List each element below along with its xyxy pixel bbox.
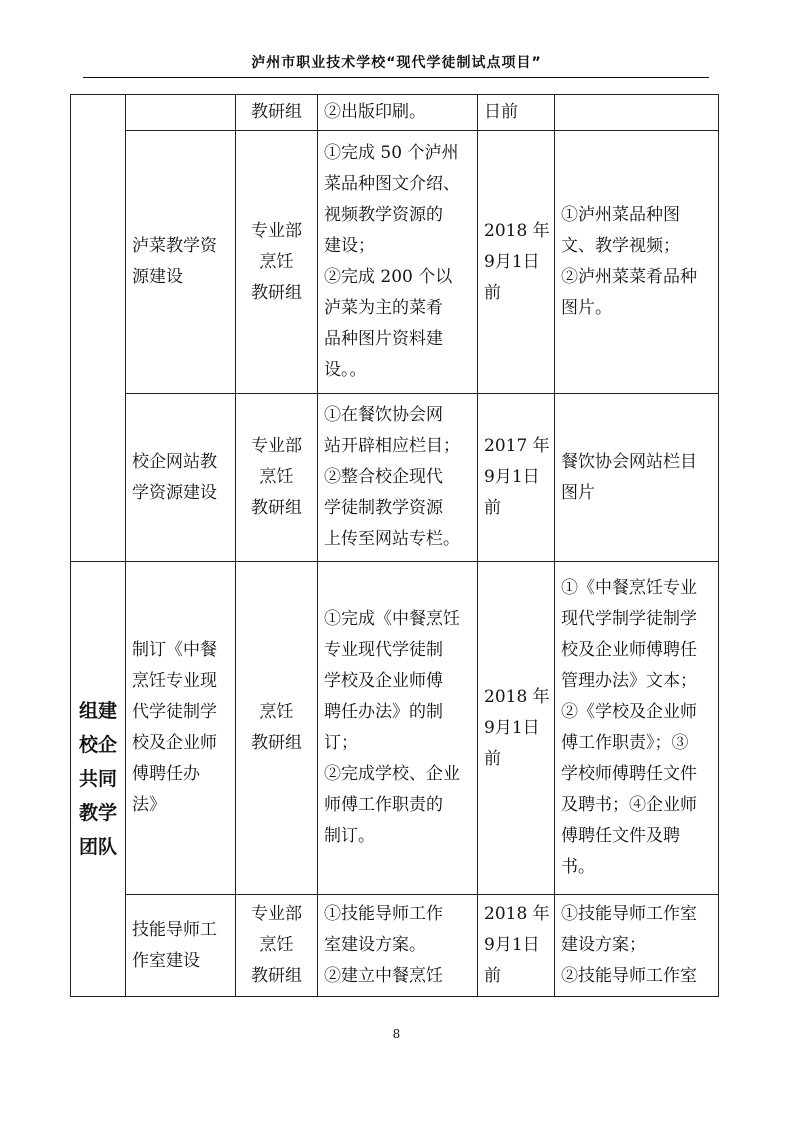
text-line: 设。。 xyxy=(324,360,367,380)
text-line: 教研组 xyxy=(251,282,302,303)
evidence-cell xyxy=(555,131,719,394)
text-line: 专业部 xyxy=(251,904,302,924)
deadline-cell xyxy=(478,131,555,394)
text-line: 2018 年 xyxy=(484,220,550,241)
text-line: 教研组 xyxy=(251,966,302,986)
text-line: 代学徒制学 xyxy=(132,702,217,722)
deadline-cell xyxy=(478,562,555,895)
text-line: 2017 年 xyxy=(484,436,550,456)
text-line: ②完成学校、企业 xyxy=(324,764,460,784)
text-line: 团队 xyxy=(78,836,117,858)
text-line: 专业现代学徒制 xyxy=(324,640,443,660)
text-line: ①技能导师工作 xyxy=(324,904,443,924)
text-line: ②完成 200 个以 xyxy=(324,267,453,287)
text-line: 品种图片资料建 xyxy=(324,329,443,349)
text-line: 前 xyxy=(484,748,501,769)
text-line: 专业部 xyxy=(251,436,302,456)
text-line: 法》 xyxy=(132,795,166,815)
text-line: 组建 xyxy=(78,700,117,722)
section-cell-empty xyxy=(71,95,126,562)
text-line: ①完成 50 个泸州 xyxy=(324,143,459,163)
page-number: 8 xyxy=(392,1027,401,1041)
text-line: 烹饪 xyxy=(259,702,294,722)
text-line: 菜品种图文介绍、 xyxy=(324,174,460,194)
text-line: 师傅工作职责的 xyxy=(324,795,443,815)
text-line: 2018 年 xyxy=(484,904,550,924)
responsible-cell xyxy=(236,394,318,562)
text-line: 泸菜教学资 xyxy=(132,236,217,256)
text-line: ②整合校企现代 xyxy=(324,467,443,487)
deadline-cell xyxy=(478,895,555,997)
text-line: 订； xyxy=(324,733,358,753)
task-cell xyxy=(126,95,236,131)
text-line: 9月1日 xyxy=(484,467,540,487)
task-cell xyxy=(126,394,236,562)
task-cell xyxy=(126,131,236,394)
responsible-cell xyxy=(236,131,318,394)
table-row xyxy=(71,562,719,895)
text-line: 室建设方案。 xyxy=(324,935,426,955)
text-line: ②《学校及企业师 xyxy=(561,702,697,722)
text-line: 聘任办法》的制 xyxy=(324,702,443,722)
text-line: 9月1日 xyxy=(484,717,540,738)
page-header-title: 泸州市职业技术学校“现代学徒制试点项目” xyxy=(251,55,542,71)
content-cell xyxy=(318,95,478,131)
text-line: 傅工作职责》；③ xyxy=(561,733,689,753)
header-rule xyxy=(83,77,709,78)
responsible-cell xyxy=(236,95,318,131)
evidence-cell xyxy=(555,95,719,131)
deadline-cell xyxy=(478,95,555,131)
table-row xyxy=(71,95,719,131)
responsible-cell xyxy=(236,562,318,895)
text-line: ②技能导师工作室 xyxy=(561,966,697,986)
text-line: 源建设 xyxy=(132,267,183,287)
evidence-cell xyxy=(555,895,719,997)
text-line: 技能导师工 xyxy=(132,919,217,940)
text-line: 9月1日 xyxy=(484,935,540,955)
responsible-cell xyxy=(236,895,318,997)
text-line: 前 xyxy=(484,282,501,303)
content-cell xyxy=(318,394,478,562)
text-line: 共同 xyxy=(78,768,117,790)
section-label-cell xyxy=(71,562,126,997)
evidence-cell xyxy=(555,562,719,895)
text-line: 校企网站教 xyxy=(132,451,217,472)
table-row xyxy=(71,394,719,562)
text-line: 日前 xyxy=(484,102,518,122)
content-cell xyxy=(318,895,478,997)
text-line: 9月1日 xyxy=(484,251,540,272)
text-line: 烹饪 xyxy=(259,935,294,955)
text-line: 学徒制教学资源 xyxy=(324,498,443,518)
text-line: 烹饪 xyxy=(259,251,294,272)
text-line: ①技能导师工作室 xyxy=(561,904,697,924)
text-line: 站开辟相应栏目； xyxy=(324,436,460,456)
text-line: 傅聘任文件及聘 xyxy=(561,826,680,846)
task-cell xyxy=(126,562,236,895)
text-line: 专业部 xyxy=(251,220,302,241)
text-line: ①泸州菜品种图 xyxy=(561,205,680,225)
text-line: 前 xyxy=(484,498,501,518)
text-line: ①在餐饮协会网 xyxy=(324,405,443,425)
text-line: 现代学制学徒制学 xyxy=(561,609,697,629)
project-table xyxy=(70,94,719,997)
text-line: ②泸州菜菜肴品种 xyxy=(561,267,697,287)
text-line: 烹饪 xyxy=(259,467,294,487)
text-line: 书。 xyxy=(561,857,595,877)
text-line: 餐饮协会网站栏目 xyxy=(561,451,697,472)
content-cell xyxy=(318,131,478,394)
text-line: 图片。 xyxy=(561,298,612,318)
text-line: 学校及企业师傅 xyxy=(324,671,443,691)
text-line: 教研组 xyxy=(251,102,302,122)
text-line: 作室建设 xyxy=(132,950,200,971)
text-line: 及聘书；④企业师 xyxy=(561,795,697,815)
text-line: 制订《中餐 xyxy=(132,640,217,660)
text-line: 视频教学资源的 xyxy=(324,205,443,225)
text-line: 文、教学视频； xyxy=(561,236,680,256)
task-cell xyxy=(126,895,236,997)
text-line: 学资源建设 xyxy=(132,482,217,503)
text-line: 2018 年 xyxy=(484,686,550,707)
text-line: 图片 xyxy=(561,482,595,503)
text-line: 制订。 xyxy=(324,826,375,846)
text-line: ①完成《中餐烹饪 xyxy=(324,609,460,629)
text-line: 校及企业师 xyxy=(132,733,217,753)
text-line: 管理办法》文本； xyxy=(561,671,697,691)
text-line: 建设方案； xyxy=(561,935,646,955)
text-line: 泸菜为主的菜肴 xyxy=(324,298,443,318)
content-cell xyxy=(318,562,478,895)
text-line: 烹饪专业现 xyxy=(132,671,217,691)
text-line: 校及企业师傅聘任 xyxy=(561,640,697,660)
table-row xyxy=(71,895,719,997)
text-line: ②建立中餐烹饪 xyxy=(324,966,443,986)
text-line: 傅聘任办 xyxy=(132,764,200,784)
evidence-cell xyxy=(555,394,719,562)
text-line: 前 xyxy=(484,966,501,986)
text-line: 学校师傅聘任文件 xyxy=(561,764,697,784)
text-line: 教研组 xyxy=(251,498,302,518)
table-row xyxy=(71,131,719,394)
text-line: 教研组 xyxy=(251,733,302,753)
text-line: ①《中餐烹饪专业 xyxy=(561,578,697,598)
text-line: 校企 xyxy=(78,734,117,756)
text-line: 上传至网站专栏。 xyxy=(324,529,460,549)
deadline-cell xyxy=(478,394,555,562)
text-line: ②出版印刷。 xyxy=(324,102,426,122)
text-line: 建设； xyxy=(324,236,375,256)
text-line: 教学 xyxy=(78,802,117,824)
